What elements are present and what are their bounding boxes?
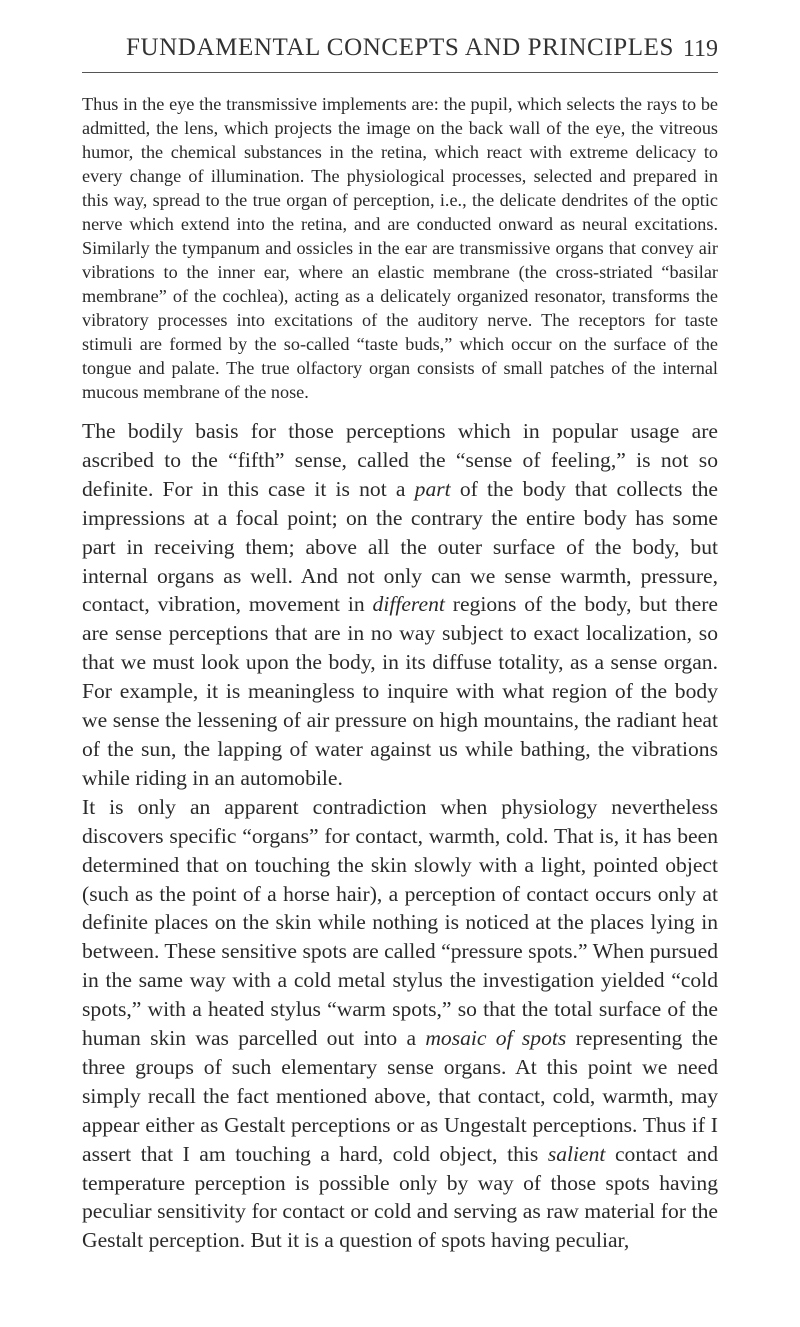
paragraph-small-print: Thus in the eye the transmissive implements are: the pupil, which selects the rays to be admitted, the lens, which projects the image on the back wall of the eye, the vitreous humor, the chemical substances in the retina, which react with extreme delicacy to every change of illumination. The physiological processes, selected and prepared in this way, spread to the true organ of perception, i.e., the delicate dendrites of the optic nerve which extend into the retina, and are conducted onward as neural excitations. Similarly the tympanum and ossicles in the ear are transmissive organs that convey air vibrations to the inner ear, where an elastic membrane (the cross-striated “basilar membrane” of the cochlea), acting as a delicately organized resonator, transforms the vibratory processes into excitations of the auditory nerve. The receptors for taste stimuli are formed by the so-called “taste buds,” which occur on the surface of the tongue and palate. The true olfactory organ consists of small patches of the internal mucous membrane of the nose.: [82, 94, 718, 402]
emphasis-part: part: [414, 476, 451, 501]
text-run: of the body that collects the impressions at a focal point; on the contrary the entire body has some part in receiving them; above all the outer surface of the body, but internal organs as well. And not only can we sense warmth, pressure, contact, vibration, movement in: [82, 476, 718, 617]
paragraph-fifth-sense: [82, 417, 718, 793]
text-run: The bodily basis for those perceptions which in popular usage are ascribed to the “fifth” sense, called the “sense of feeling,” is not so definite. For in this case it is not a: [82, 419, 718, 501]
text-run: contact and temperature perception is possible only by way of those spots having peculiar sensitivity for contact or cold and serving as raw material for the Gestalt perception. But it is a question of spots having peculiar,: [82, 1141, 718, 1253]
header-rule: [82, 72, 718, 73]
emphasis-salient: salient: [547, 1141, 606, 1166]
emphasis-mosaic-of-spots: mosaic of spots: [425, 1026, 567, 1051]
text-run: representing the three groups of such elementary sense organs. At this point we need simply recall the fact mentioned above, that contact, cold, warmth, may appear either as Gestalt perceptions or as Ungestalt perceptions. Thus if I assert that I am touching a hard, cold object, this: [82, 1026, 718, 1166]
paragraph-skin-spots: [82, 793, 718, 1256]
text-run: It is only an apparent contradiction when physiology nevertheless discovers specific “organs” for contact, warmth, cold. That is, it has been determined that on touching the skin slowly with a light, pointed object (such as the point of a horse hair), a perception of contact occurs only at definite places on the skin while nothing is noticed at the places lying in between. These sensitive spots are called “pressure spots.” When pursued in the same way with a cold metal stylus the investigation yielded “cold spots,” with a heated stylus “warm spots,” so that the total surface of the human skin was parcelled out into a: [82, 794, 718, 1051]
text-run: regions of the body, but there are sense perceptions that are in no way subject to exact localization, so that we must look upon the body, in its diffuse totality, as a sense organ. For example, it is meaningless to inquire with what region of the body we sense the lessening of air pressure on high mountains, the radiant heat of the sun, the lapping of water against us while bathing, the vibrations while riding in an automobile.: [82, 592, 718, 790]
book-page: [82, 0, 718, 1255]
page-number: 119: [682, 36, 718, 62]
emphasis-different: different: [372, 592, 445, 617]
running-head: [82, 0, 718, 74]
running-title: FUNDAMENTAL CONCEPTS AND PRINCIPLES: [126, 34, 674, 61]
